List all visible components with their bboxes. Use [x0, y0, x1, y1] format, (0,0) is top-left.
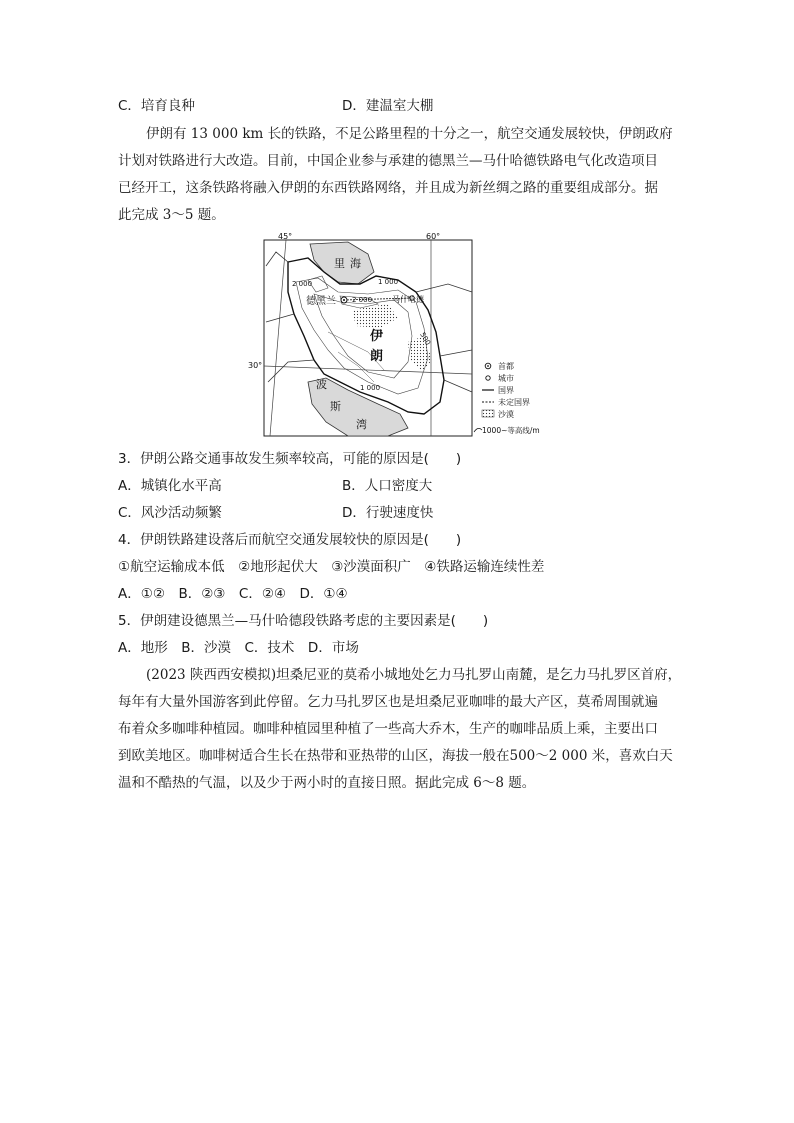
passage-iran-line-4: 此完成 3～5 题。	[118, 207, 225, 223]
gulf-name-3: 湾	[356, 418, 367, 431]
sea-name-1: 里	[334, 257, 345, 270]
contour-label-2000-b: 2 000	[352, 296, 373, 304]
gulf-name-1: 波	[316, 378, 327, 391]
contour-label-1000-b: 1 000	[360, 384, 381, 392]
iran-map	[248, 232, 560, 438]
city-label-tehran: 德黑兰	[306, 296, 336, 307]
contour-label-2000-a: 2 000	[292, 280, 313, 288]
prev-option-c: C．培育良种	[118, 98, 195, 114]
sea-name-2: 海	[350, 257, 361, 270]
legend-city-icon	[486, 376, 490, 380]
question-5-options[interactable]: A．地形 B．沙漠 C．技术 D．市场	[118, 640, 359, 656]
question-3-option-b[interactable]: B．人口密度大	[342, 478, 433, 494]
legend-border-label: 国界	[498, 386, 514, 395]
passage-tanzania-line-2: 每年有大量外国游客到此停留。乞力马扎罗区也是坦桑尼亚咖啡的最大产区，莫希周围就遍	[118, 694, 658, 710]
lat-label-30: 30°	[248, 361, 263, 370]
legend-desert-label: 沙漠	[498, 410, 514, 419]
prev-option-d: D．建温室大棚	[342, 98, 434, 114]
question-3-option-d[interactable]: D．行驶速度快	[342, 505, 434, 521]
passage-tanzania-line-4: 到欧美地区。咖啡树适合生长在热带和亚热带的山区，海拔一般在500～2 000 米，喜欢白天	[118, 748, 673, 764]
legend-undefined-border-label: 未定国界	[498, 398, 530, 407]
question-3-stem: 3．伊朗公路交通事故发生频率较高，可能的原因是( )	[118, 451, 462, 467]
question-4-items: ①航空运输成本低 ②地形起伏大 ③沙漠面积广 ④铁路运输连续性差	[118, 559, 545, 575]
legend-contour-icon	[474, 428, 482, 432]
iran-map-svg	[248, 232, 560, 438]
question-3-option-a[interactable]: A．城镇化水平高	[118, 478, 222, 494]
legend-contour-label: 1000~等高线/m	[482, 426, 540, 435]
passage-iran-line-1: 伊朗有 13 000 km 长的铁路，不足公路里程的十分之一，航空交通发展较快，伊朗政府	[146, 126, 673, 142]
prev-question-options	[118, 96, 478, 116]
contour-label-500: 500	[418, 331, 432, 347]
passage-iran-line-2: 计划对铁路进行大改造。目前，中国企业参与承建的德黑兰—马什哈德铁路电气化改造项目	[118, 153, 658, 169]
question-3-options-cd	[118, 503, 478, 523]
country-name-2: 朗	[370, 349, 384, 364]
passage-tanzania-line-5: 温和不酷热的气温，以及少于两小时的直接日照。据此完成 6～8 题。	[118, 775, 536, 791]
legend-desert-icon	[482, 410, 494, 417]
legend-capital-icon-dot	[487, 365, 489, 367]
passage-tanzania-line-1: (2023 陕西西安模拟)坦桑尼亚的莫希小城地处乞力马扎罗山南麓，是乞力马扎罗区首府，	[146, 667, 682, 683]
passage-tanzania-line-3: 布着众多咖啡种植园。咖啡种植园里种植了一些高大乔木，生产的咖啡品质上乘，主要出口	[118, 721, 658, 737]
city-label-mashhad: 马什哈德	[392, 295, 424, 304]
legend-city-label: 城市	[498, 374, 514, 383]
capital-marker-dot	[343, 299, 345, 301]
question-4-options[interactable]: A．①② B．②③ C．②④ D．①④	[118, 586, 348, 602]
question-5-stem: 5．伊朗建设德黑兰—马什哈德段铁路考虑的主要因素是( )	[118, 613, 489, 629]
lon-label-45: 45°	[278, 232, 293, 241]
country-name-1: 伊	[370, 329, 384, 344]
map-legend	[474, 361, 540, 435]
legend-capital-label: 首都	[498, 362, 514, 371]
question-3-options-ab	[118, 476, 478, 496]
question-4-stem: 4．伊朗铁路建设落后而航空交通发展较快的原因是( )	[118, 532, 462, 548]
contour-label-1000-a: 1 000	[378, 278, 399, 286]
passage-iran-line-3: 已经开工，这条铁路将融入伊朗的东西铁路网络，并且成为新丝绸之路的重要组成部分。据	[118, 180, 658, 196]
question-3-option-c[interactable]: C．风沙活动频繁	[118, 505, 222, 521]
lon-label-60: 60°	[426, 232, 441, 241]
gulf-name-2: 斯	[330, 400, 341, 413]
